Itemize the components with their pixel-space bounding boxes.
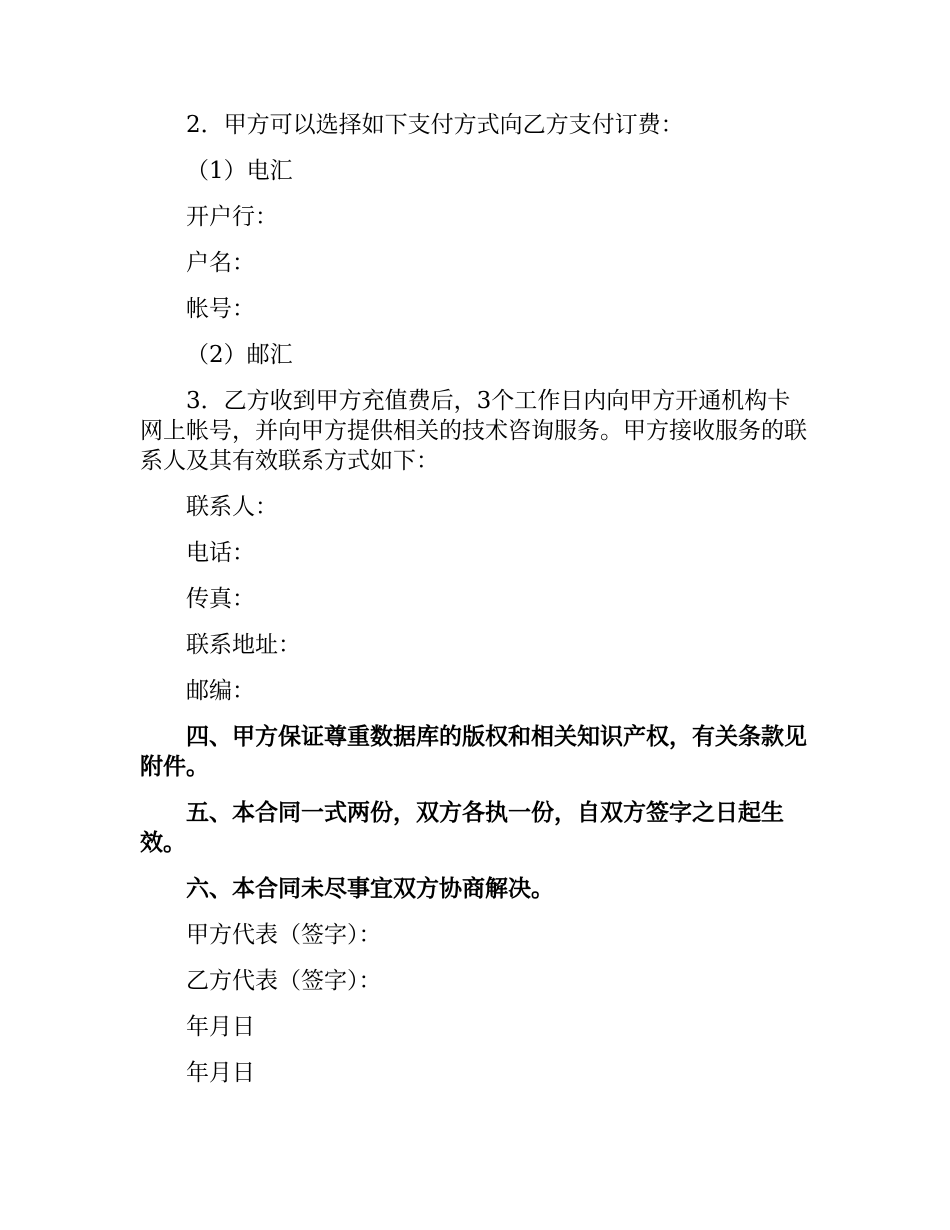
clause-copies: 五、本合同一式两份，双方各执一份，自双方签字之日起生效。 <box>140 799 784 856</box>
field-account-number: 帐号： <box>186 296 255 322</box>
field-phone: 电话： <box>186 540 255 566</box>
paragraph-wire-transfer: （1）电汇 <box>186 158 293 184</box>
signature-party-a: 甲方代表（签字）： <box>186 922 382 948</box>
field-fax: 传真： <box>186 586 255 612</box>
paragraph-service-activation: 3．乙方收到甲方充值费后，3个工作日内向甲方开通机构卡网上帐号，并向甲方提供相关的技术咨询服务。甲方接收服务的联系人及其有效联系方式如下： <box>140 388 807 474</box>
paragraph-postal-remittance: （2）邮汇 <box>186 342 293 368</box>
field-postcode: 邮编： <box>186 678 255 704</box>
document-body <box>140 110 812 1104</box>
field-address: 联系地址： <box>186 632 301 658</box>
date-party-a: 年月日 <box>186 1014 255 1040</box>
field-account-name: 户名： <box>186 250 255 276</box>
paragraph-payment-methods: 2．甲方可以选择如下支付方式向乙方支付订费： <box>186 112 684 138</box>
date-party-b: 年月日 <box>186 1060 255 1086</box>
clause-negotiation: 六、本合同未尽事宜双方协商解决。 <box>186 875 554 902</box>
field-contact-person: 联系人： <box>186 494 278 520</box>
signature-party-b: 乙方代表（签字）： <box>186 968 382 994</box>
field-bank: 开户行： <box>186 204 278 230</box>
clause-copyright: 四、甲方保证尊重数据库的版权和相关知识产权，有关条款见附件。 <box>140 723 807 780</box>
